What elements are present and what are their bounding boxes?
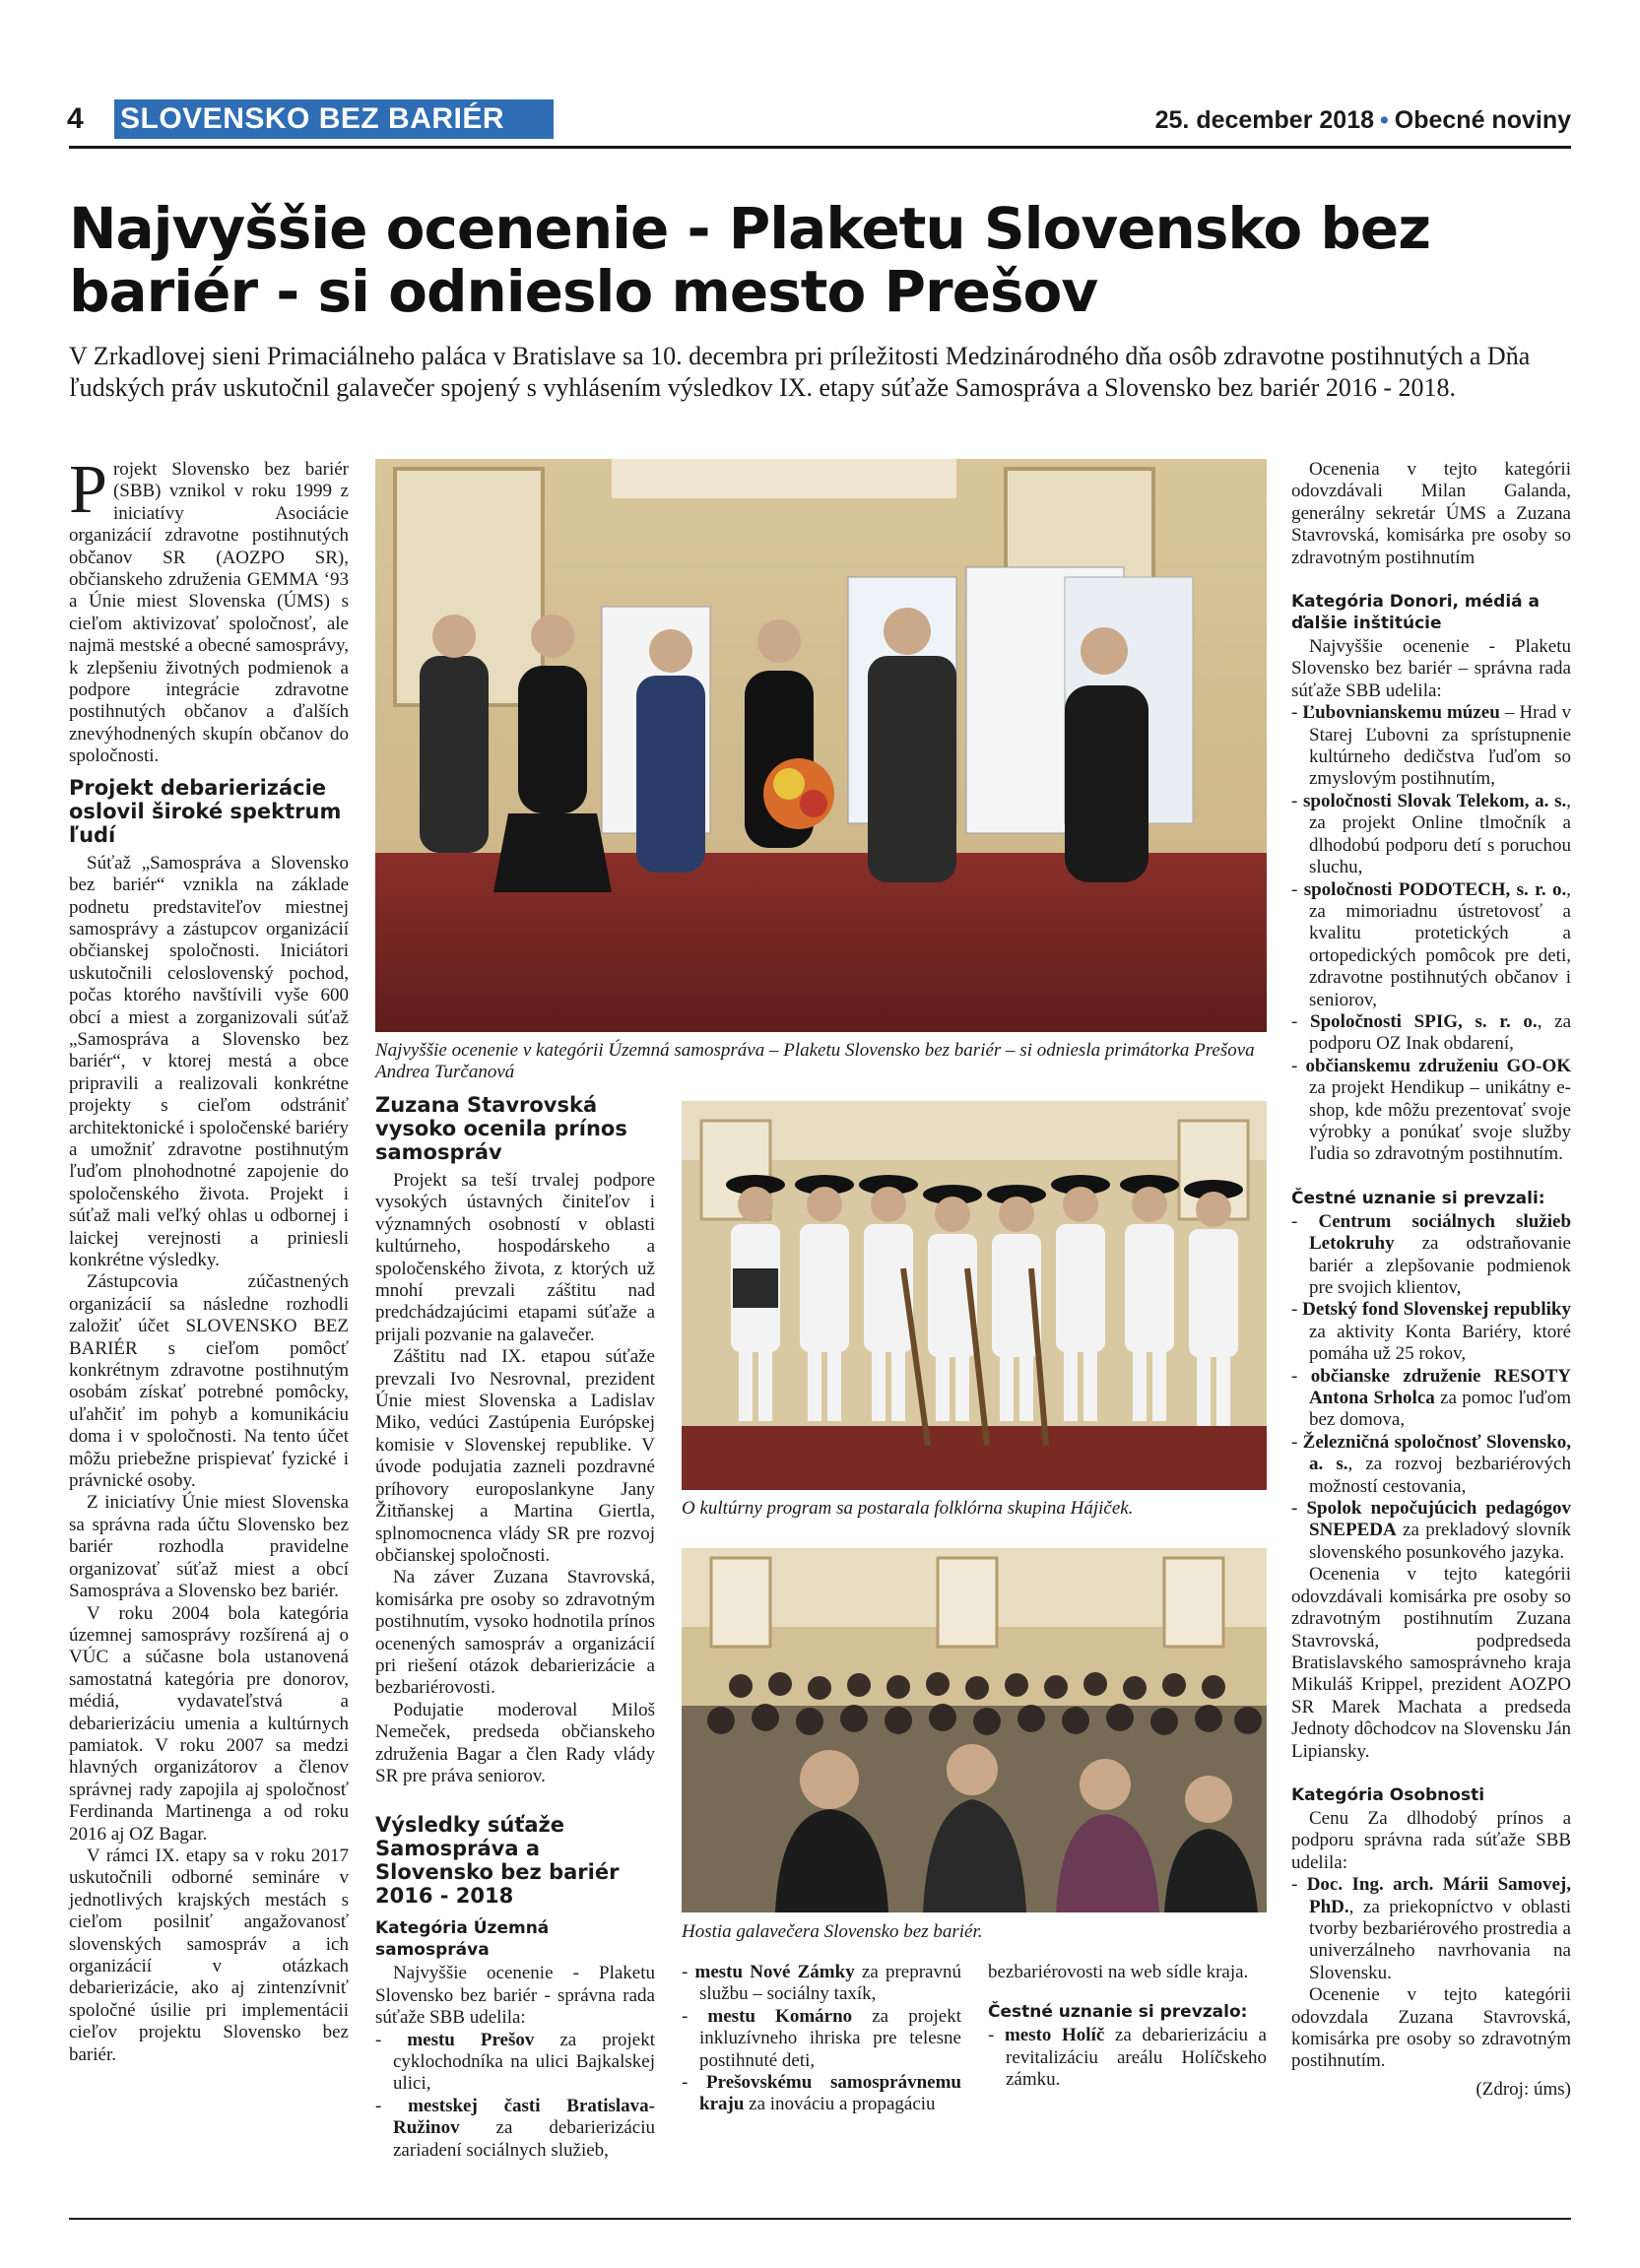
paragraph: Ocenenie v tejto kategórii odovzdala Zuzana Stavrovská, komisárka pre osoby so zdravotným postihnutím. — [1291, 1984, 1571, 2072]
header-rule — [69, 146, 1571, 149]
list-item: - mestskej časti Bratislava-Ružinov za debarierizáciu zariadení sociálnych služieb, — [375, 2095, 655, 2161]
award-list — [1291, 702, 1571, 1166]
column-1 — [69, 452, 349, 2066]
award-list — [375, 2030, 655, 2162]
subheading: Projekt debarierizácie oslovil široké spektrum ľudí — [69, 775, 342, 847]
list-item: - Spolok nepočujúcich pedagógov SNEPEDA za prekladový slovník slovenského posunkového jazyka. — [1291, 1498, 1571, 1563]
category-heading: Čestné uznanie si prevzalo: — [988, 2002, 1248, 2023]
list-item: - Detský fond Slovenskej republiky za aktivity Konta Bariéry, ktoré pomáha už 25 rokov, — [1291, 1299, 1571, 1365]
list-item: - mestu Nové Zámky za prepravnú službu – sociálny taxík, — [682, 1962, 961, 2005]
source-note: (Zdroj: úms) — [1476, 2078, 1571, 2100]
paragraph: Ocenenia v tejto kategórii odovzdávali Milan Galanda, generálny sekretár ÚMS a Zuzana Stavrovská, komisárka pre osoby so zdravotným postihnutím — [1291, 459, 1571, 568]
paragraph: Najvyššie ocenenie - Plaketu Slovensko bez bariér - správna rada súťaže SBB udelila: — [375, 1963, 655, 2029]
page-number: 4 — [67, 102, 84, 135]
list-item: - mestu Komárno za projekt inkluzívneho ihriska pre telesne postihnuté deti, — [682, 2005, 962, 2071]
category-heading: Čestné uznanie si prevzali: — [1291, 1188, 1545, 1208]
section-title: SLOVENSKO BEZ BARIÉR — [114, 99, 554, 139]
paragraph: Na záver Zuzana Stavrovská, komisárka pre osoby so zdravotným postihnutím, vysoko hodnotila prínos ocenených samospráv a organizácií pri riešení otázok debarierizácie a bezbariérovosti. — [375, 1567, 655, 1699]
award-list — [988, 2025, 1267, 2091]
paragraph: Najvyššie ocenenie - Plaketu Slovensko bez bariér – správna rada súťaže SBB udelila: — [1291, 636, 1571, 701]
award-list — [682, 1962, 961, 2116]
column-2 — [375, 1093, 655, 2162]
category-heading: Kategória Územná samospráva — [375, 1918, 550, 1961]
column-4 — [988, 1962, 1267, 2092]
award-list — [1291, 1874, 1571, 1984]
photo-caption: O kultúrny program sa postarala folklórna skupina Hájiček. — [682, 1498, 1134, 1519]
list-item: - Železničná spoločnosť Slovensko, a. s., za rozvoj bezbariérových možností cestovania, — [1291, 1431, 1571, 1497]
photo-caption: Najvyššie ocenenie v kategórii Územná samospráva – Plaketu Slovensko bez bariér – si odniesla primátorka Prešova Andrea Turčanová — [375, 1040, 1255, 1082]
issue-date: 25. december 2018 — [1154, 106, 1375, 134]
list-item: - občianske združenie RESOTY Antona Srholca za pomoc ľuďom bez domova, — [1291, 1365, 1572, 1431]
list-item: - mesto Holíč za debarierizáciu a revitalizáciu areálu Holíčskeho zámku. — [988, 2025, 1267, 2091]
subheading: Zuzana Stavrovská vysoko ocenila prínos samospráv — [375, 1093, 627, 1164]
publication-name: Obecné noviny — [1394, 106, 1571, 134]
paragraph: Z iniciatívy Únie miest Slovenska sa správna rada účtu Slovensko bez bariér rozhodla pravidelne organizovať súťaž miest a obcí Samospráva a Slovensko bez bariér. — [69, 1492, 349, 1602]
paragraph: Záštitu nad IX. etapou súťaže prevzali Ivo Nesrovnal, prezident Únie miest Slovenska a Ladislav Miko, vedúci Zastúpenia Európskej komisie v Slovenskej republike. V úvode podujatia zazneli pozdravné príhovory europoslankyne Jany Žitňanskej a Martina Giertla, splnomocnenca vlády SR pre rozvoj občianskej spoločnosti. — [375, 1346, 655, 1566]
list-item: - spoločnosti Slovak Telekom, a. s., za projekt Online tlmočník a dlhodobú podporu detí s poruchou sluchu, — [1291, 790, 1572, 878]
footer-rule — [69, 2218, 1571, 2220]
lead-paragraph: V Zrkadlovej sieni Primaciálneho paláca v Bratislave sa 10. decembra pri príležitosti Medzinárodného dňa osôb zdravotne postihnutých a Dňa ľudských práv uskutočnil galavečer spojený s vyhlásením výsledkov IX. etapy súťaže Samospráva a Slovensko bez bariér 2016 - 2018. — [69, 342, 1531, 402]
list-item: - Ľubovnianskemu múzeu – Hrad v Starej Ľubovni za sprístupnenie kultúrneho dedičstva ľuďom so zmyslovým postihnutím, — [1291, 702, 1572, 790]
column-3 — [682, 1962, 961, 2116]
publication-info — [1155, 106, 1571, 135]
subheading: Výsledky súťaže Samospráva a Slovensko bez bariér 2016 - 2018 — [375, 1813, 620, 1909]
paragraph: Projekt sa teší trvalej podpore vysokých ústavných činiteľov i významných osobností v oblasti kultúrneho, hospodárskeho a spoločenského života, z ktorých už mnohí prevzali záštitu nad predchádzajúcimi etapami súťaže a prijali pozvanie na galavečer. — [375, 1170, 655, 1345]
paragraph: V roku 2004 bola kategória územnej samosprávy rozšírená aj o VÚC a súčasne bola ustanovená samostatná kategória pre donorov, médiá, vydavateľstvá a debarierizáciu umenia a kultúrnych pamiatok. V roku 2007 sa medzi hlavných organizátorov a členov správnej rady zapojila aj spoločnosť Ferdinanda Martinenga a od roku 2016 aj OZ Bagar. — [69, 1602, 349, 1845]
list-item: - Spoločnosti SPIG, s. r. o., za podporu OZ Inak obdarení, — [1291, 1010, 1572, 1055]
list-item: - Centrum sociálnych služieb Letokruhy za odstraňovanie bariér a zlepšovanie podmienok pre svojich klientov, — [1291, 1210, 1572, 1298]
list-item: - spoločnosti PODOTECH, s. r. o., za mimoriadnu ústretovosť a kvalitu protetických a ortopedických pomôcok pre deti, zdravotne postihnutých občanov i seniorov, — [1291, 878, 1571, 1010]
award-list — [1291, 1211, 1571, 1565]
photo-caption: Hostia galavečera Slovensko bez bariér. — [682, 1921, 983, 1942]
paragraph: V rámci IX. etapy sa v roku 2017 uskutočnili odborné semináre v jednotlivých krajských mestách s cieľom posilniť angažovanosť slovenských samospráv a ich organizácií v otázkach debarierizácie, ako aj zintenzívniť spoločné úsilie pri implementácii cieľov projektu Slovensko bez bariér. — [69, 1845, 349, 2065]
paragraph: Súťaž „Samospráva a Slovensko bez bariér“ vznikla na základe podnetu predstaviteľov miestnej samosprávy a zástupcov organizácií občianskej spoločnosti. Iniciátori uskutočnili celoslovenský pochod, počas ktorého navštívili vyše 600 obcí a miest a zorganizovali súťaž „Samospráva a Slovensko bez bariér“, v ktorej mestá a obce pripravili a realizovali konkrétne projekty s cieľom odstrániť architektonické i spoločenské bariéry a umožniť zdravotne postihnutým ľuďom plnohodnotné zapojenie do spoločenského života. Projekt i súťaž mali veľký ohlas u odbornej i laickej verejnosti a priniesli konkrétne výsledky. — [69, 852, 349, 1270]
intro-paragraph: Projekt Slovensko bez bariér (SBB) vznikol v roku 1999 z iniciatívy Asociácie organizácií zdravotne postihnutých občanov SR (AOZPO SR), občianskeho združenia GEMMA ‘93 a Únie miest Slovenska (ÚMS) s cieľom aktivizovať spoločnosť, ale najmä mestské a obecné samosprávy, k zlepšeniu životných podmienok a podpore integrácie zdravotne postihnutých občanov a ďalších znevýhodnených skupín občanov do spoločnosti. — [69, 452, 349, 767]
column-5 — [1291, 459, 1571, 2101]
category-heading: Kategória Osobnosti — [1291, 1784, 1485, 1805]
drop-cap: P — [69, 452, 107, 528]
list-item: - Doc. Ing. arch. Márii Samovej, PhD., za priekopníctvo v oblasti tvorby bezbariérového prostredia a univerzálneho navrhovania na Slovensku. — [1291, 1874, 1571, 1983]
list-item: - občianskemu združeniu GO-OK za projekt Hendikup – unikátny e-shop, kde môžu prezentovať svoje výrobky a ponúkať svoje služby ľudia so zdravotným postihnutím. — [1291, 1055, 1572, 1165]
separator-dot: • — [1380, 106, 1389, 134]
paragraph: Podujatie moderoval Miloš Nemeček, predseda občianskeho združenia Bagar a člen Rady vlády SR pre práva seniorov. — [375, 1699, 655, 1786]
paragraph: bezbariérovosti na web sídle kraja. — [988, 1962, 1249, 1982]
paragraph: Cenu Za dlhodobý prínos a podporu správna rada súťaže SBB udelila: — [1291, 1807, 1571, 1873]
list-item: - Prešovskému samosprávnemu kraju za inováciu a propagáciu — [682, 2072, 961, 2115]
list-item: - mestu Prešov za projekt cyklochodníka na ulici Bajkalskej ulici, — [375, 2029, 656, 2095]
paragraph: Ocenenia v tejto kategórii odovzdávali komisárka pre osoby so zdravotným postihnutím Zuzana Stavrovská, podpredseda Bratislavského samosprávneho kraja Mikuláš Krippel, prezident AOZPO SR Marek Machata a predseda Jednoty dôchodcov na Slovensku Ján Lipiansky. — [1291, 1564, 1571, 1762]
audience-photo — [682, 1548, 1267, 1912]
paragraph: Zástupcovia zúčastnených organizácií sa následne rozhodli založiť účet SLOVENSKO BEZ BARIÉR s cieľom pomôcť konkrétnym zdravotne postihnutým osobám získať potrebné pomôcky, uľahčiť im pohyb a komunikáciu doma i v spoločnosti. Na tento účet môžu priebežne prispievať fyzické i právnické osoby. — [69, 1271, 349, 1492]
folklore-group-photo — [682, 1101, 1267, 1490]
category-heading: Kategória Donori, médiá a ďalšie inštitúcie — [1291, 592, 1541, 634]
award-ceremony-photo — [375, 459, 1267, 1032]
headline: Najvyššie ocenenie - Plaketu Slovensko bez bariér - si odnieslo mesto Prešov — [69, 195, 1431, 325]
